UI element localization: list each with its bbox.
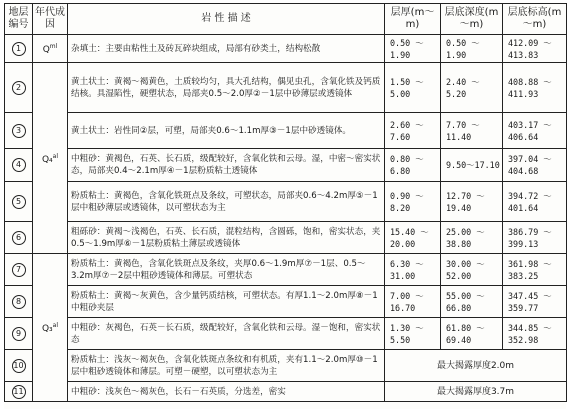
description-cell: 粉质粘土：黄褐色，含氧化铁斑点及条纹，可塑状态，局部夹0.6～4.2m厚⑤－1层中粗砂薄层或透镜体，以可塑状态为主: [68, 182, 385, 222]
age-label-al: al: [52, 152, 59, 160]
elevation-cell: 412.09 ～ 413.83: [503, 35, 567, 63]
depth-cell: 61.80 ～ 69.40: [441, 318, 503, 350]
thickness-cell: 0.50 ～ 1.90: [385, 35, 441, 63]
layer-number: 10: [12, 359, 26, 373]
elevation-cell: 344.85 ～ 352.98: [503, 318, 567, 350]
layer-number-cell: [5, 254, 33, 286]
age-label-q: Q: [42, 45, 50, 55]
elevation-cell: 361.98 ～ 383.25: [503, 254, 567, 286]
layer-number-cell: [5, 350, 33, 382]
thickness-cell: 6.30 ～ 31.00: [385, 254, 441, 286]
elevation-cell: 394.72 ～ 401.64: [503, 182, 567, 222]
layer-number-cell: [5, 382, 33, 402]
layer-number: 8: [12, 295, 26, 309]
max-exposed-thickness-cell: 最大揭露厚度3.7m: [385, 382, 567, 402]
thickness-cell: 7.00 ～ 16.70: [385, 286, 441, 318]
elevation-cell: 347.45 ～ 359.77: [503, 286, 567, 318]
table-row: [5, 113, 567, 149]
max-exposed-thickness-cell: 最大揭露厚度2.0m: [385, 350, 567, 382]
thickness-cell: 1.50 ～ 5.00: [385, 63, 441, 113]
layer-number-cell: [5, 182, 33, 222]
table-row: [5, 149, 567, 182]
description-cell: 黄土状土：岩性同②层，可塑，局部夹0.6～1.1m厚③－1层中砂透镜体。: [68, 113, 385, 149]
depth-cell: 7.70 ～ 11.40: [441, 113, 503, 149]
depth-cell: 25.00 ～ 38.80: [441, 222, 503, 254]
description-cell: 中粗砂：浅灰色～褐灰色，长石－石英质，分选差，密实: [68, 382, 385, 402]
layer-number-cell: [5, 286, 33, 318]
depth-cell: 55.00 ～ 66.80: [441, 286, 503, 318]
age-label-q4: Q₄: [41, 154, 53, 165]
thickness-cell: 1.30 ～ 5.50: [385, 318, 441, 350]
depth-cell: 0.50 ～ 1.90: [441, 35, 503, 63]
description-cell: 黄土状土：黄褐～褐黄色，土质较均匀，具大孔结构，偶见虫孔，含氧化铁及钙质结核。具湿陷性，硬塑状态，局部夹0.5～2.0厚②－1层中砂薄层或透镜体: [68, 63, 385, 113]
header-depth: 层底深度(m～m): [441, 4, 503, 35]
elevation-cell: 403.17 ～ 406.64: [503, 113, 567, 149]
table-row: [5, 222, 567, 254]
depth-cell: 9.50～17.10: [441, 149, 503, 182]
stratigraphy-table-sheet: [4, 3, 566, 409]
age-cell-q3-al: [33, 254, 68, 402]
header-elevation: 层底标高(m～m): [503, 4, 567, 35]
thickness-cell: 0.90 ～ 8.20: [385, 182, 441, 222]
age-cell-q4-al: [33, 63, 68, 254]
description-cell: 粗砾砂：黄褐～浅褐色，石英、长石质，混粒结构，含圆砾，饱和，密实状态，夹0.5～1.9m厚⑥－1层粉质粘土薄层或透镜体: [68, 222, 385, 254]
table-row: [5, 182, 567, 222]
layer-number-cell: [5, 149, 33, 182]
layer-number: 3: [12, 124, 26, 138]
layer-number: 6: [12, 231, 26, 245]
layer-number-cell: [5, 222, 33, 254]
description-cell: 中粗砂：黄褐色，石英、长石质，级配较好，含氧化铁和云母。湿，中密～密实状态，局部夹0.4～2.1m厚④－1层粉质粘土透镜体: [68, 149, 385, 182]
table-row: [5, 35, 567, 63]
header-layer-no: 地层编号: [5, 4, 33, 35]
header-thickness: 层厚(m～m): [385, 4, 441, 35]
description-cell: 粉质粘土：黄褐色，含氧化铁斑点及条纹，夹厚0.6～1.9m厚⑦－1层、0.5～3.2m厚⑦－2层中粗砂透镜体和薄层。可塑状态: [68, 254, 385, 286]
age-label-q3: Q₃: [41, 324, 53, 334]
elevation-cell: 408.88 ～ 411.93: [503, 63, 567, 113]
description-cell: 粉质粘土：浅灰～褐灰色，含氧化铁斑点条纹和有机质，夹有1.1～2.0m厚⑩－1层中粗砂透镜体和薄层。可塑－硬塑，以可塑状态为主: [68, 350, 385, 382]
elevation-cell: 386.79 ～ 399.13: [503, 222, 567, 254]
description-cell: 中粗砂：灰褐色，石英－长石质，级配较好，含氧化铁和云母。湿－饱和，密实状态: [68, 318, 385, 350]
layer-number-cell: [5, 318, 33, 350]
elevation-cell: 397.04 ～ 404.68: [503, 149, 567, 182]
thickness-cell: 2.60 ～ 7.60: [385, 113, 441, 149]
table-row: [5, 286, 567, 318]
layer-number: 1: [12, 42, 26, 56]
layer-number: 9: [12, 327, 26, 341]
description-cell: 粉质粘土：黄褐～灰黄色，含少量钙质结核，可塑状态。有厚1.1～2.0m厚⑧－1中粗砂夹层: [68, 286, 385, 318]
depth-cell: 2.40 ～ 5.20: [441, 63, 503, 113]
layer-number: 4: [12, 158, 26, 172]
thickness-cell: 15.40 ～ 20.00: [385, 222, 441, 254]
header-description: 岩 性 描 述: [68, 4, 385, 35]
layer-number-cell: [5, 35, 33, 63]
stratigraphy-table: [4, 3, 567, 402]
age-cell-q-ml: [33, 35, 68, 63]
depth-cell: 12.70 ～ 19.40: [441, 182, 503, 222]
layer-number-cell: [5, 63, 33, 113]
table-row: [5, 318, 567, 350]
table-row: [5, 350, 567, 382]
age-label-ml: ml: [49, 43, 58, 50]
layer-number-cell: [5, 113, 33, 149]
description-cell: 杂填土：主要由粘性土及砖瓦碎块组成，局部有砂类土，结构松散: [68, 35, 385, 63]
layer-number: 7: [12, 263, 26, 277]
age-label-al: al: [52, 322, 59, 329]
layer-number: 11: [12, 385, 26, 399]
layer-number: 2: [12, 81, 26, 95]
header-age: 年代成因: [33, 4, 68, 35]
table-row: [5, 63, 567, 113]
depth-cell: 30.00 ～ 52.00: [441, 254, 503, 286]
thickness-cell: 0.80 ～ 6.80: [385, 149, 441, 182]
layer-number: 5: [12, 195, 26, 209]
table-row: [5, 254, 567, 286]
table-row: [5, 382, 567, 402]
header-row: [5, 4, 567, 35]
